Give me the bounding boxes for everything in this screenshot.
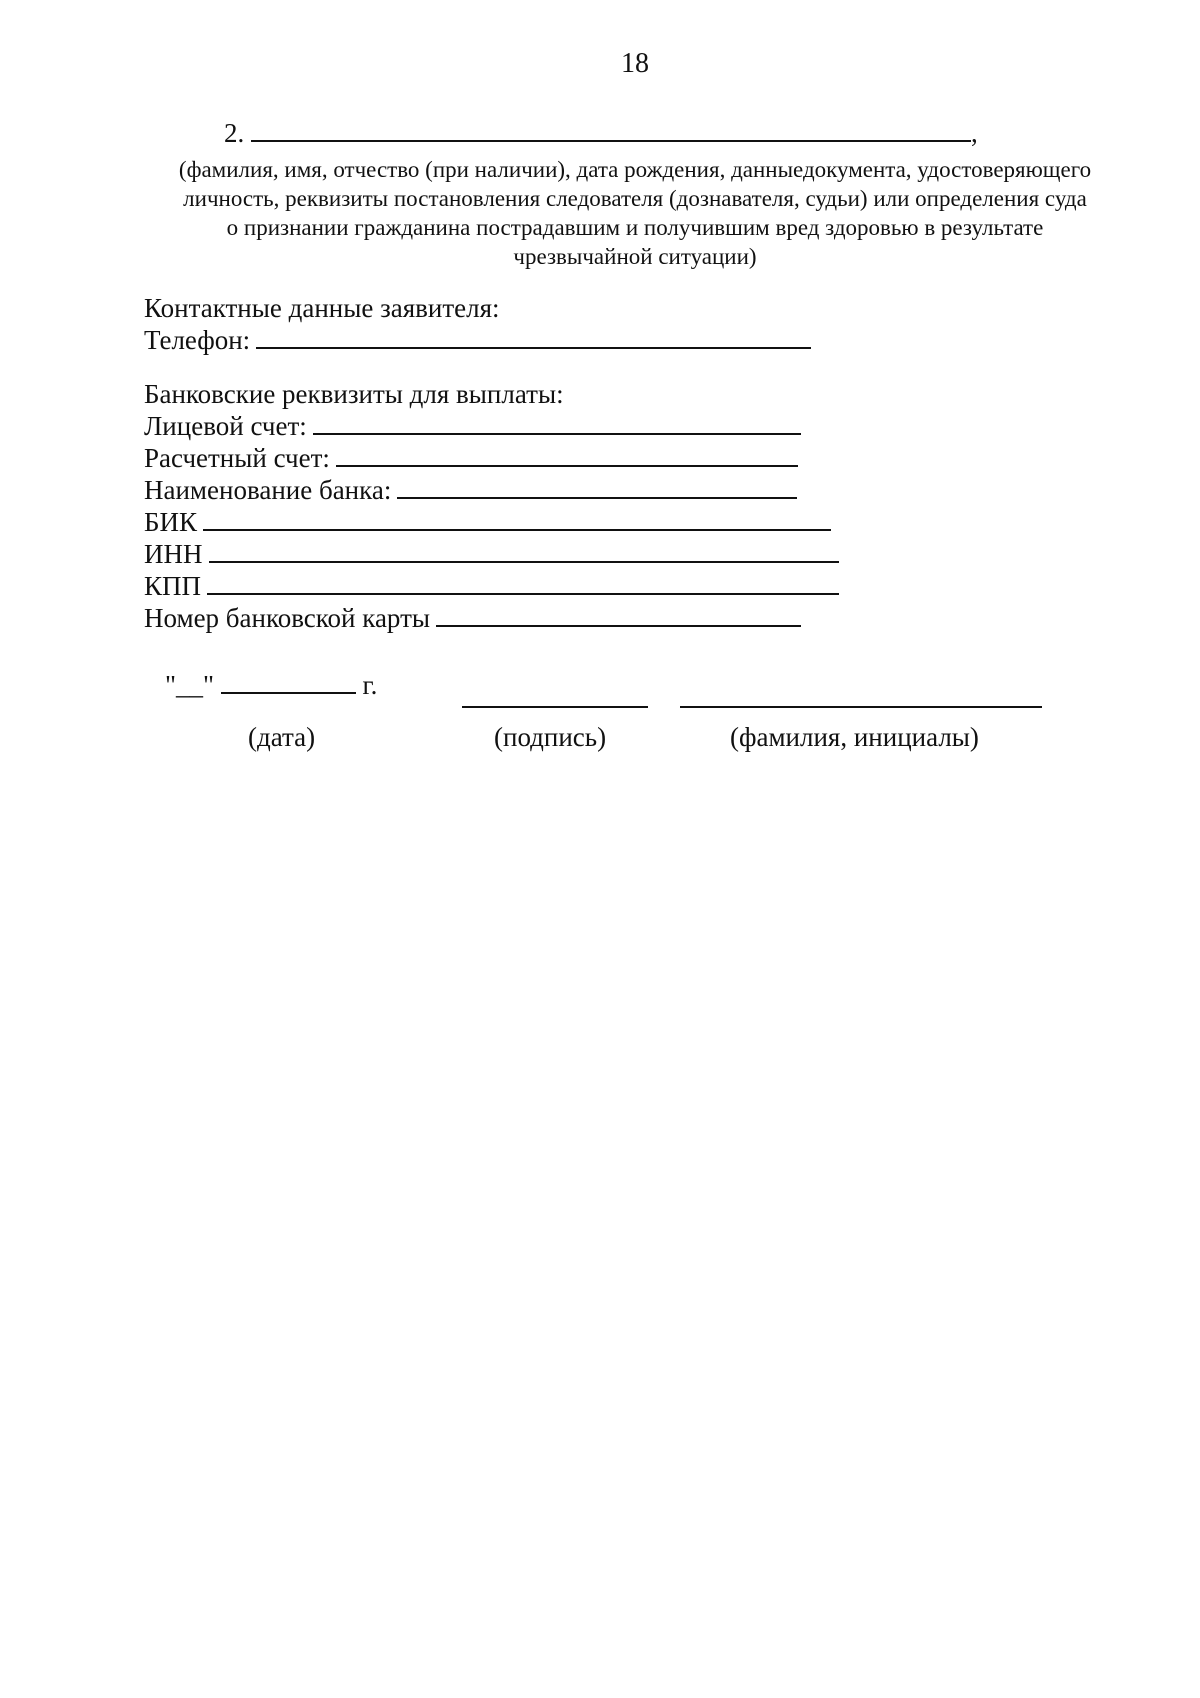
caption-line: о признании гражданина пострадавшим и получившим вред здоровью в результате	[226, 215, 1044, 240]
bank-name-row	[144, 474, 839, 506]
item-2-caption	[140, 155, 1130, 271]
bank-name-label: Наименование банка:	[144, 475, 392, 505]
phone-field[interactable]	[256, 327, 811, 349]
inn-field[interactable]	[209, 541, 839, 563]
name-caption: (фамилия, инициалы)	[730, 722, 979, 752]
card-number-row	[144, 602, 839, 634]
date-caption: (дата)	[248, 722, 316, 752]
item-2-blank[interactable]	[251, 118, 971, 142]
settlement-account-row	[144, 442, 839, 474]
caption-line: чрезвычайной ситуации)	[513, 244, 757, 269]
page-number: 18	[621, 48, 649, 79]
contacts-section	[144, 292, 811, 356]
item-trailing-comma: ,	[971, 118, 978, 148]
account-label: Лицевой счет:	[144, 411, 307, 441]
settlement-account-field[interactable]	[336, 445, 798, 467]
account-row	[144, 410, 839, 442]
year-suffix: г.	[362, 670, 378, 700]
date-day[interactable]: "__"	[165, 670, 215, 700]
signature-row	[0, 670, 1200, 750]
caption-line: личность, реквизиты постановления следователя (дознавателя, судьи) или определения суда	[183, 186, 1087, 211]
contacts-heading: Контактные данные заявителя:	[144, 293, 500, 323]
item-2-line	[224, 118, 978, 149]
kpp-label: КПП	[144, 571, 202, 601]
account-field[interactable]	[313, 413, 801, 435]
caption-line: (фамилия, имя, отчество (при наличии), дата рождения, данныедокумента, удостоверяющего	[178, 157, 1092, 182]
item-number: 2.	[224, 118, 245, 148]
bik-row	[144, 506, 839, 538]
inn-row	[144, 538, 839, 570]
bank-section	[144, 378, 839, 634]
settlement-account-label: Расчетный счет:	[144, 443, 330, 473]
date-field-group	[165, 670, 377, 701]
inn-label: ИНН	[144, 539, 203, 569]
bik-field[interactable]	[203, 509, 831, 531]
bank-heading: Банковские реквизиты для выплаты:	[144, 379, 564, 409]
full-name-field[interactable]	[680, 704, 1042, 708]
bank-name-field[interactable]	[397, 477, 797, 499]
card-number-field[interactable]	[436, 605, 801, 627]
kpp-row	[144, 570, 839, 602]
bik-label: БИК	[144, 507, 198, 537]
kpp-field[interactable]	[207, 573, 839, 595]
card-number-label: Номер банковской карты	[144, 603, 431, 633]
date-month-year-field[interactable]	[221, 672, 356, 694]
phone-label: Телефон:	[144, 325, 251, 355]
signature-field[interactable]	[462, 704, 648, 708]
phone-row	[144, 324, 811, 356]
signature-caption: (подпись)	[494, 722, 607, 752]
